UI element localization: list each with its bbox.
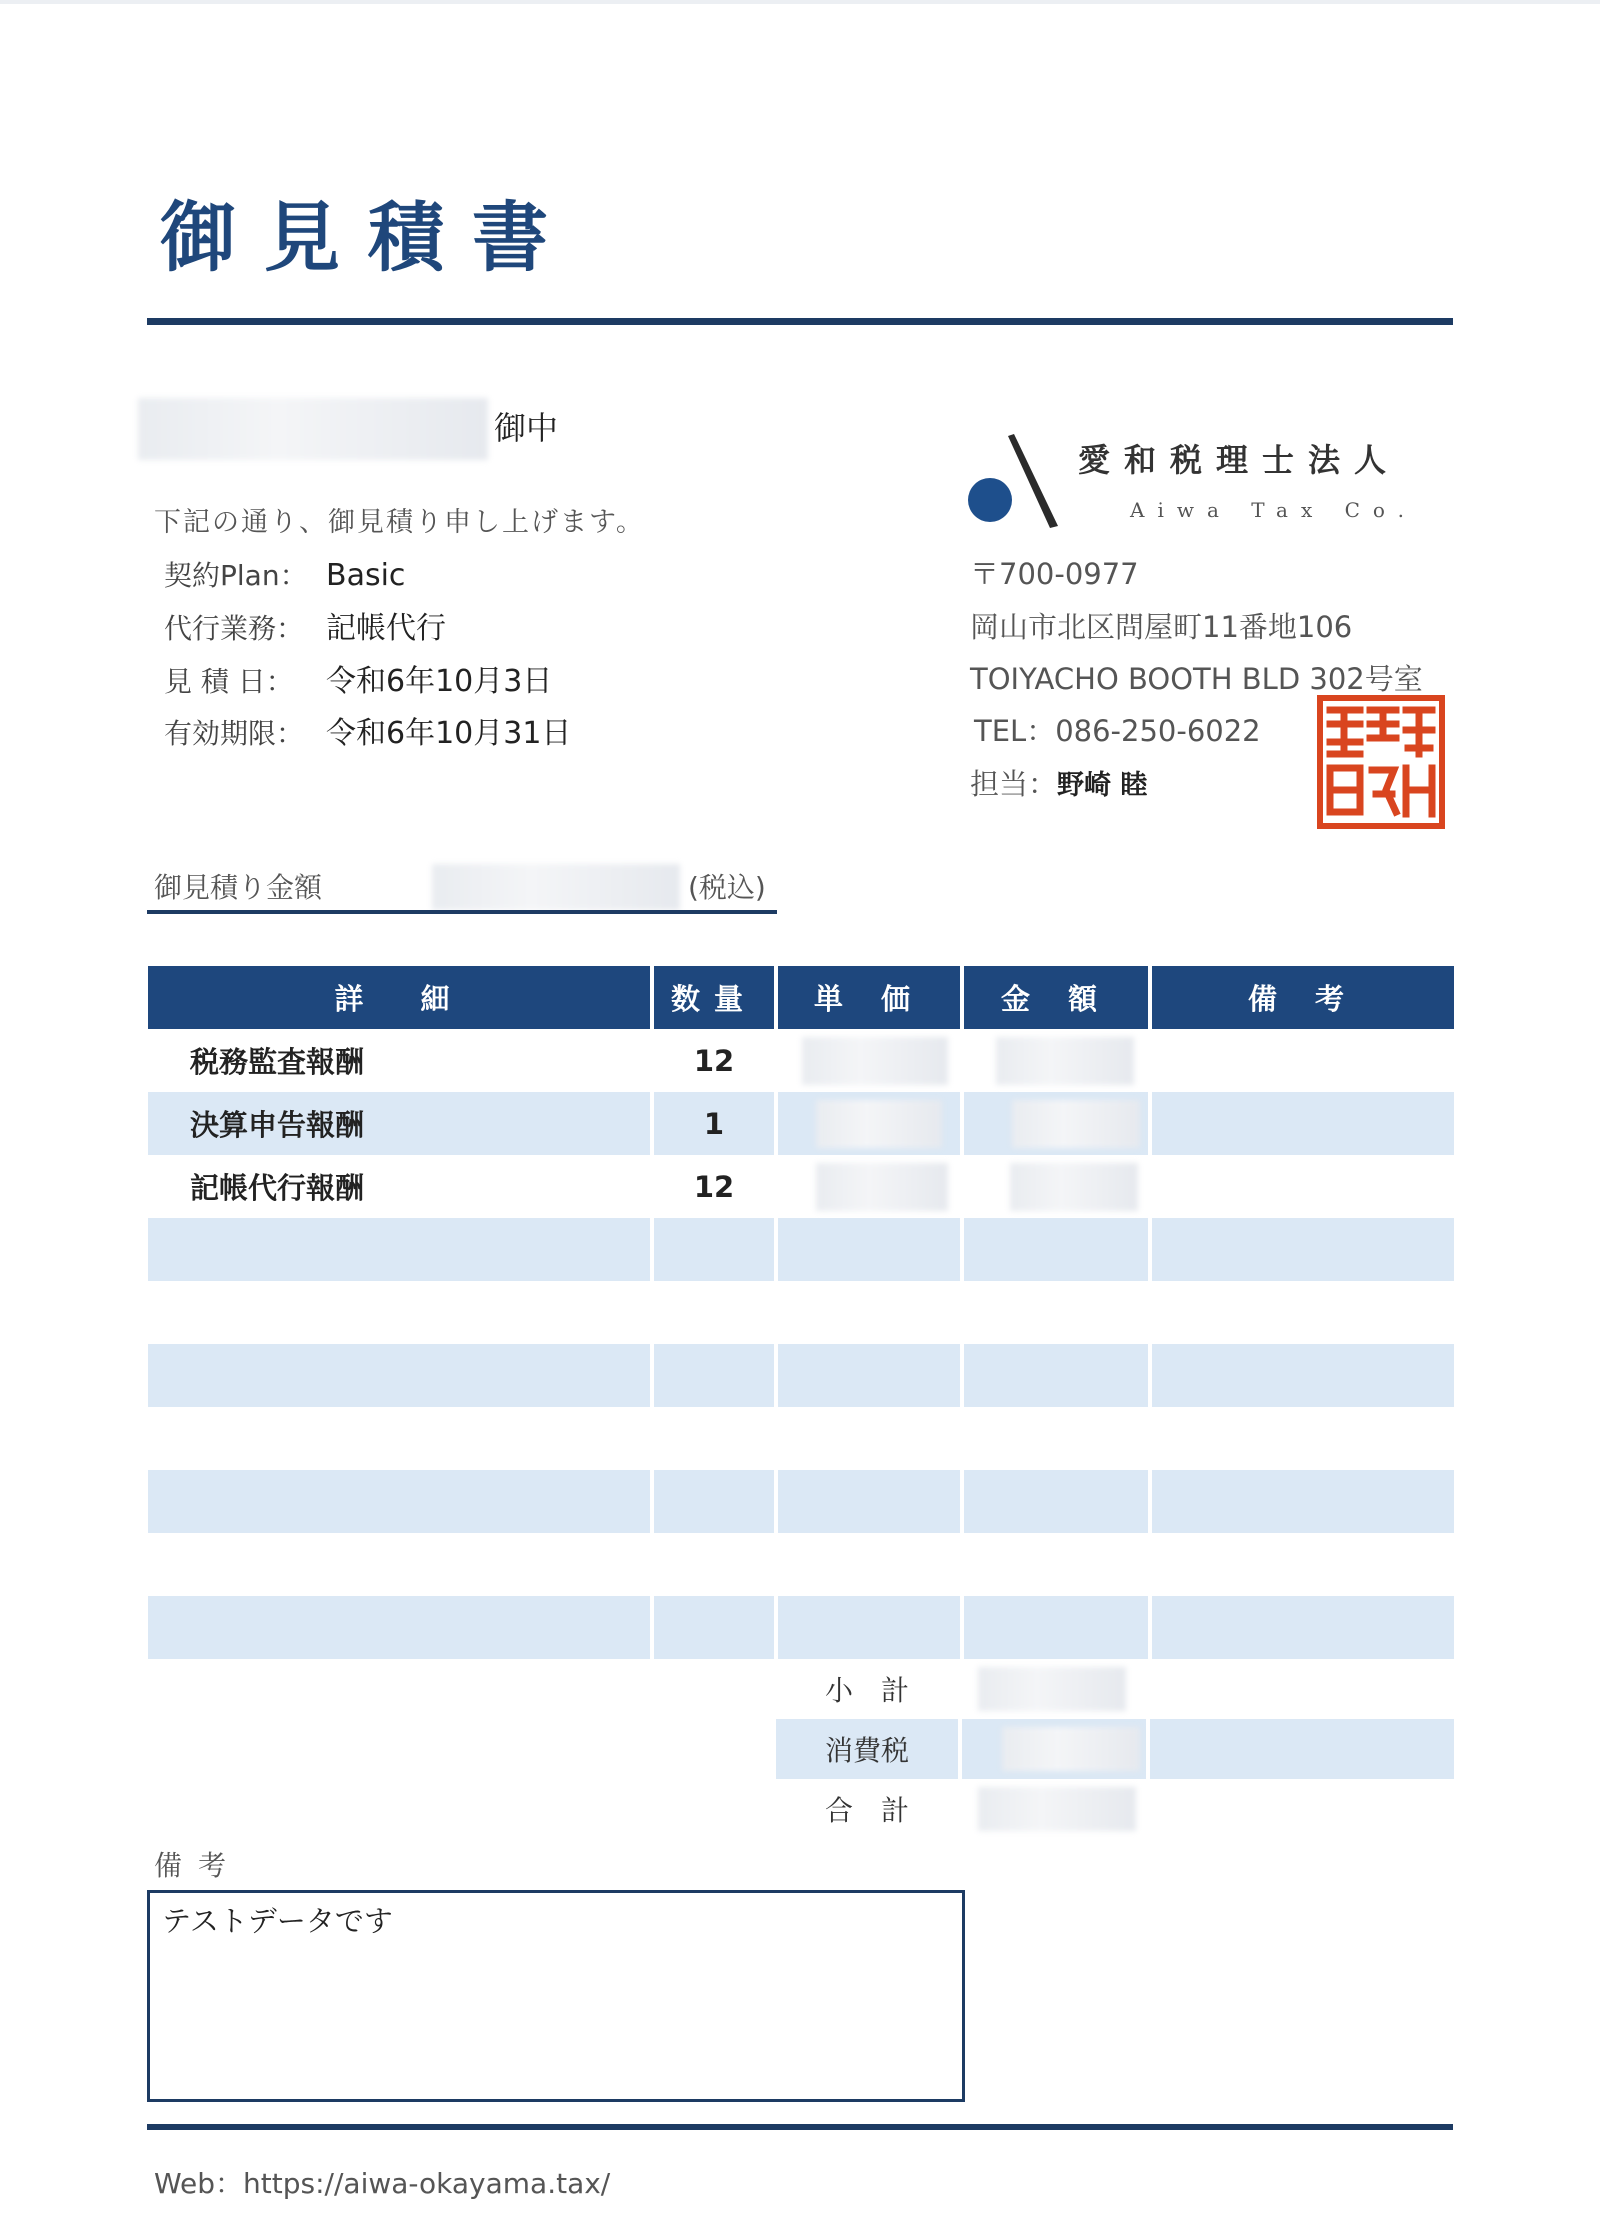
row-detail: 決算申告報酬	[148, 1092, 650, 1155]
table-row-empty	[148, 1470, 1454, 1533]
estimate-amount-redacted	[432, 864, 680, 910]
total-label: 合 計	[824, 1794, 909, 1827]
row-detail: 記帳代行報酬	[190, 1171, 365, 1205]
notes-label: 備考	[154, 1849, 243, 1882]
table-row	[148, 1155, 1454, 1218]
header-quantity: 数量	[654, 966, 774, 1029]
contact-person	[970, 762, 1147, 808]
tax-row	[776, 1719, 1454, 1779]
firm-name-english: Aiwa Tax Co.	[1130, 498, 1417, 522]
field-plan	[164, 554, 405, 598]
recipient-name-redacted	[138, 398, 488, 460]
subtotal-value-redacted	[962, 1659, 1146, 1719]
field-service-value: 記帳代行	[326, 611, 446, 646]
field-plan-label: 契約Plan：	[164, 559, 308, 592]
subtotal-label: 小 計	[824, 1674, 909, 1707]
tax-included-note: (税込)	[688, 871, 766, 904]
row-remarks	[1152, 1092, 1454, 1155]
row-quantity: 12	[693, 1043, 735, 1078]
row-detail: 税務監査報酬	[190, 1045, 365, 1079]
header-remarks: 備 考	[1152, 966, 1454, 1029]
address-line-2: TOIYACHO BOOTH BLD 302号室	[970, 662, 1423, 696]
row-quantity: 1	[654, 1092, 774, 1155]
top-edge	[0, 0, 1600, 4]
tax-row-remarks	[1150, 1719, 1454, 1779]
row-unit-price-redacted	[778, 1092, 960, 1155]
row-unit-price-redacted	[778, 1029, 960, 1092]
footer-web: Web：https://aiwa-okayama.tax/	[154, 2167, 611, 2200]
field-estimate-date-value: 令和6年10月3日	[326, 664, 553, 699]
notes-box: テストデータです	[147, 1890, 965, 2102]
document-title: 御見積書	[160, 193, 576, 282]
firm-logo-icon	[962, 426, 1072, 536]
table-row-empty	[148, 1596, 1454, 1659]
table-row-empty	[148, 1407, 1454, 1470]
table-row-empty	[148, 1218, 1454, 1281]
field-valid-until-value: 令和6年10月31日	[326, 716, 572, 751]
table-row-empty	[148, 1344, 1454, 1407]
field-plan-value: Basic	[326, 558, 406, 593]
field-service-label: 代行業務：	[164, 612, 305, 645]
firm-name: 愛和税理士法人	[1078, 441, 1401, 479]
contact-name: 野崎 睦	[1057, 770, 1148, 801]
table-row-empty	[148, 1281, 1454, 1344]
tax-label: 消費税	[776, 1719, 958, 1779]
table-row	[148, 1092, 1454, 1155]
field-estimate-date-label: 見 積 日：	[164, 665, 294, 698]
company-seal-stamp	[1316, 694, 1446, 830]
intro-text: 下記の通り、御見積り申し上げます。	[154, 507, 645, 538]
subtotal-row	[776, 1659, 1454, 1719]
field-valid-until-label: 有効期限：	[164, 717, 305, 750]
telephone: TEL：086-250-6022	[974, 714, 1261, 748]
row-amount-redacted	[964, 1092, 1148, 1155]
header-detail: 詳 細	[148, 966, 650, 1029]
table-header	[148, 966, 1454, 1029]
field-estimate-date	[164, 660, 552, 704]
table-row	[148, 1029, 1454, 1092]
tax-value-redacted	[962, 1719, 1146, 1779]
row-remarks	[1152, 1155, 1454, 1218]
field-service	[164, 607, 446, 651]
amount-underline	[147, 910, 777, 914]
row-amount-redacted	[964, 1155, 1148, 1218]
field-valid-until	[164, 712, 571, 756]
estimate-amount-label: 御見積り金額	[154, 871, 323, 904]
row-amount-redacted	[964, 1029, 1148, 1092]
header-unit-price: 単 価	[778, 966, 960, 1029]
recipient-suffix: 御中	[494, 409, 559, 447]
table-row-empty	[148, 1533, 1454, 1596]
row-unit-price-redacted	[778, 1155, 960, 1218]
contact-label: 担当：	[970, 767, 1058, 801]
total-row	[776, 1779, 1454, 1839]
row-remarks	[1152, 1029, 1454, 1092]
total-value-redacted	[962, 1779, 1146, 1839]
postal-code: 〒700-0977	[970, 557, 1139, 591]
address-line-1: 岡山市北区問屋町11番地106	[970, 610, 1353, 644]
title-divider	[147, 318, 1453, 325]
row-quantity: 12	[693, 1169, 735, 1204]
footer-divider	[147, 2124, 1453, 2130]
header-amount: 金 額	[964, 966, 1148, 1029]
